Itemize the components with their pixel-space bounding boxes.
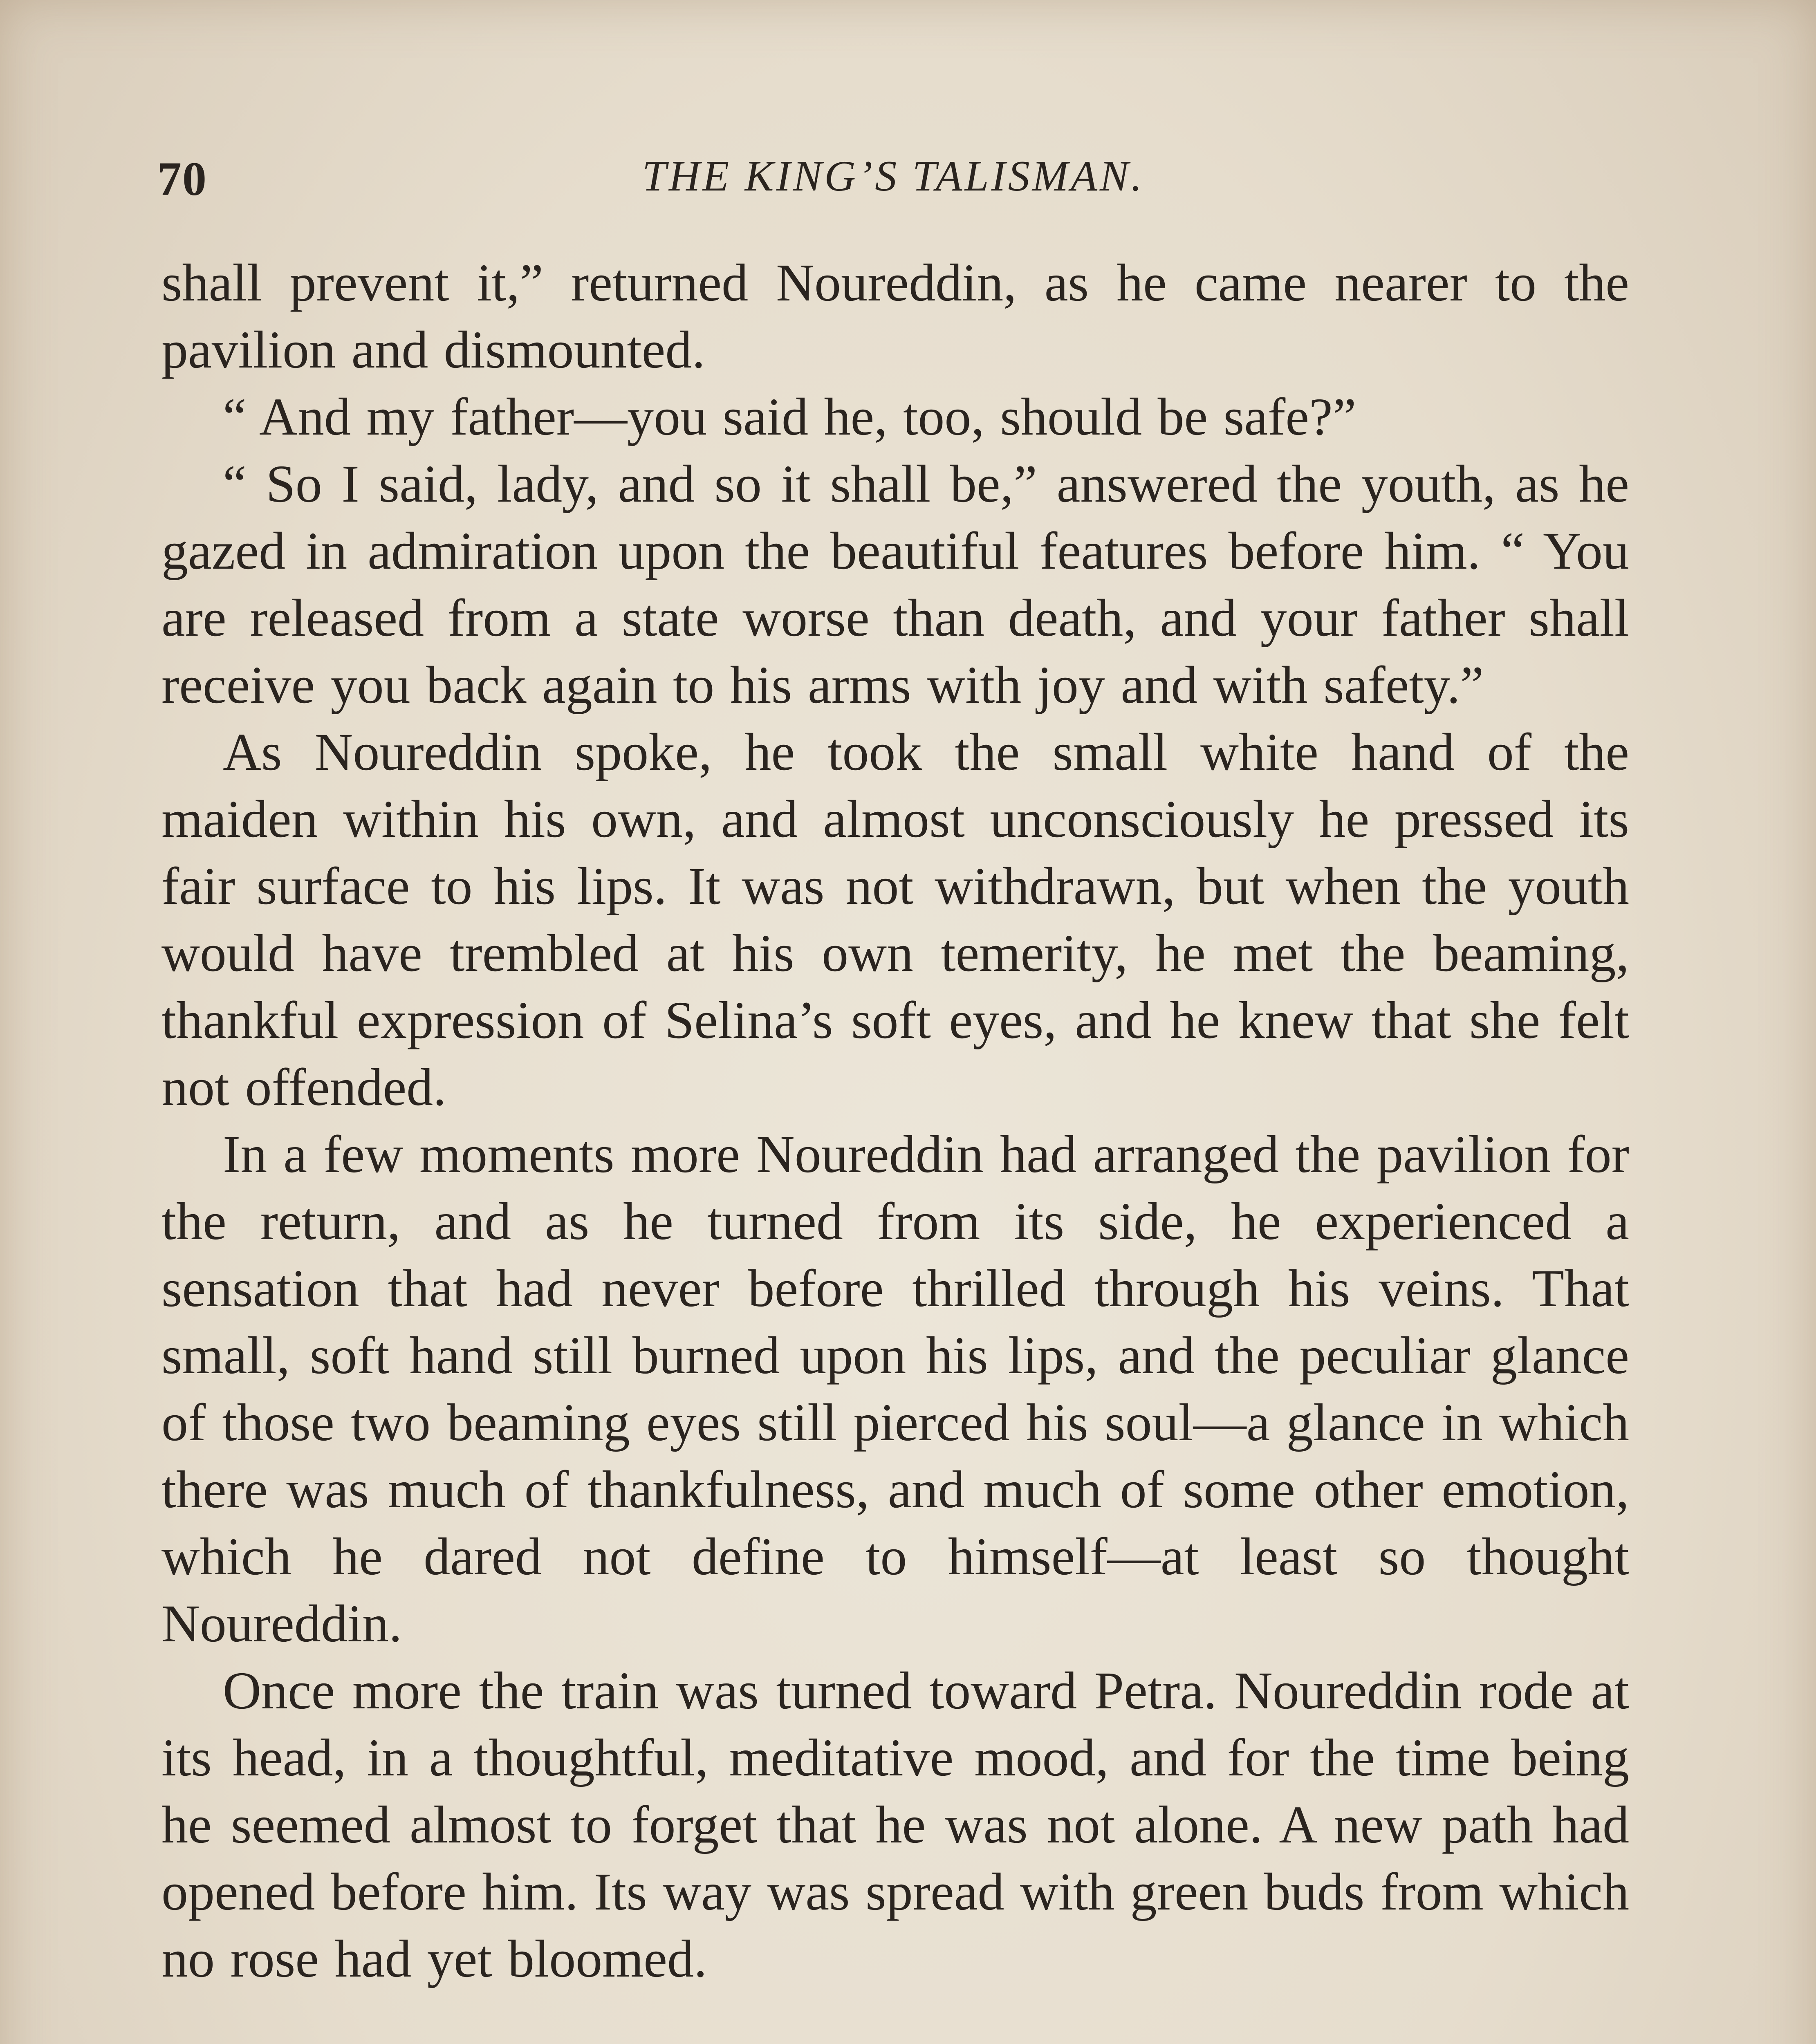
page-number: 70 (157, 152, 207, 206)
running-head (157, 135, 1629, 217)
paragraph: “ And my father—you said he, too, should be safe?” (223, 388, 1356, 446)
paragraph: As Noureddin spoke, he took the small white hand of the maiden within his own, and almost unconsciously he pressed its fair surface to his lips. It was not withdrawn, but when the youth would have trembled at his own temerity, he met the beaming, thankful expression of Selina’s soft eyes, and he knew that she felt not offended. (161, 723, 1629, 1117)
paragraph: In a few moments more Noureddin had arranged the pavilion for the return, and as he turned from its side, he experienced a sensation that had never before thrilled through his veins. That small, soft hand still burned upon his lips, and the peculiar glance of those two beaming eyes still pierced his soul—a glance in which there was much of thankfulness, and much of some other emotion, which he dared not define to himself—at least so thought Noureddin. (161, 1125, 1629, 1653)
paragraph: Once more the train was turned toward Petra. Noureddin rode at its head, in a thoughtful, meditative mood, and for the time being he seemed almost to forget that he was not alone. A new path had opened before him. Its way was spread with green buds from which no rose had yet bloomed. (161, 1661, 1629, 1988)
paragraph: “ So I said, lady, and so it shall be,” answered the youth, as he gazed in admiration upon the beautiful features before him. “ You are released from a state worse than death, and your father shall receive you back again to his arms with joy and with safety.” (161, 455, 1629, 715)
text-body (161, 249, 1629, 1992)
paragraph-continued: shall prevent it,” returned Noureddin, as he came nearer to the pavilion and dismounted. (161, 253, 1629, 379)
running-title: THE KING’S TALISMAN. (642, 152, 1145, 200)
